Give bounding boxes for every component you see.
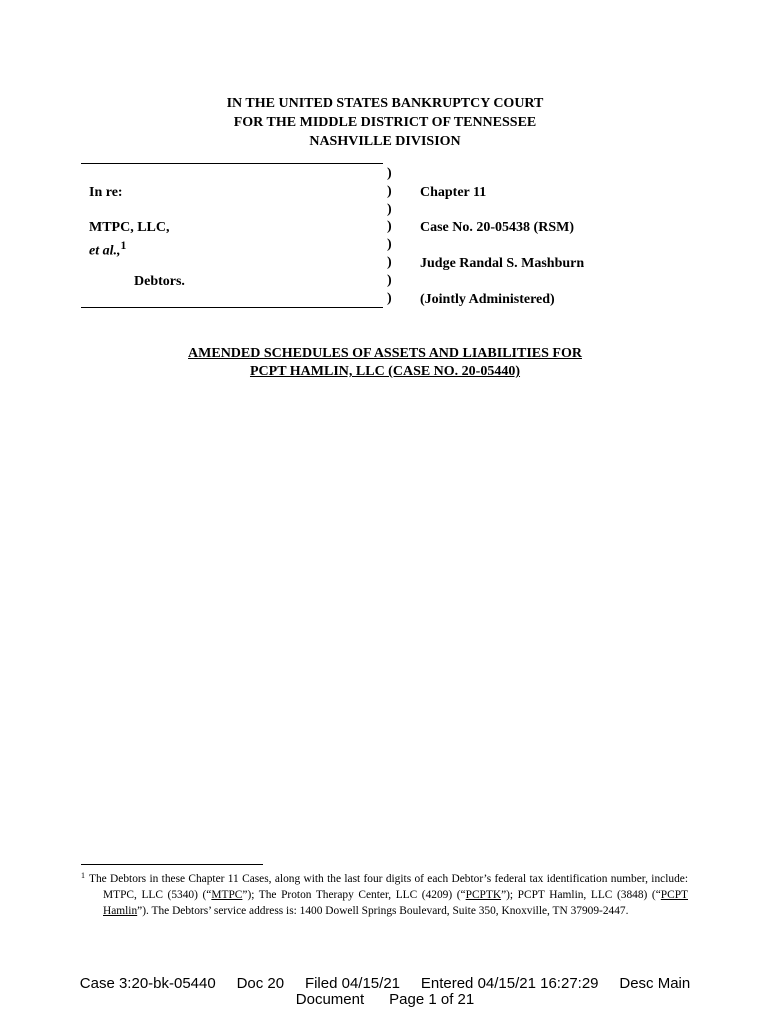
filing-stamp-line-2 (0, 991, 770, 1008)
footnote-text-d: ”). The Debtors’ service address is: 1400 Dowell Springs Boulevard, Suite 350, Knoxville, TN 37909-2447. (137, 905, 629, 917)
et-al-text: et al., (89, 243, 121, 259)
court-name: IN THE UNITED STATES BANKRUPTCY COURT (226, 96, 544, 111)
paren: ) (387, 237, 392, 253)
court-division: NASHVILLE DIVISION (309, 134, 461, 149)
paren: ) (387, 201, 392, 217)
footnote (81, 871, 688, 919)
stamp-filed: Filed 04/15/21 (304, 975, 401, 992)
paren: ) (387, 290, 392, 306)
footnote-reference: 1 (120, 239, 127, 252)
debtor-name: MTPC, LLC, (89, 220, 170, 235)
stamp-document: Document (295, 991, 365, 1008)
caption-paren-column (387, 165, 399, 307)
footnote-marker: 1 (81, 871, 85, 880)
footnote-text-a: The Debtors in these Chapter 11 Cases, along with the last four digits of each Debtor’s federal tax identification number, include: MTPC, LLC (5340) (“ (89, 873, 688, 901)
paren: ) (387, 219, 392, 235)
court-district: FOR THE MIDDLE DISTRICT OF TENNESSEE (233, 115, 537, 130)
administration-note: (Jointly Administered) (420, 292, 555, 307)
abbr-pcptk: PCPTK (465, 889, 502, 901)
case-number: Case No. 20-05438 (RSM) (420, 220, 574, 235)
abbr-pcpt-hamlin: PCPT Hamlin (103, 889, 688, 917)
document-title (0, 345, 770, 381)
stamp-case: Case 3:20-bk-05440 (79, 975, 216, 992)
paren: ) (387, 166, 392, 181)
chapter-label: Chapter 11 (420, 185, 487, 200)
abbr-mtpc: MTPC (211, 889, 243, 901)
paren: ) (387, 254, 392, 270)
paren: ) (387, 272, 392, 288)
court-header (0, 94, 770, 151)
et-al (89, 237, 126, 261)
footnote-text (81, 871, 688, 919)
stamp-doc: Doc 20 (236, 975, 285, 992)
stamp-page: Page 1 of 21 (389, 991, 475, 1008)
paren: ) (387, 183, 392, 199)
in-re-label: In re: (89, 185, 123, 200)
footnote-text-b: ”); The Proton Therapy Center, LLC (4209) (“ (242, 889, 466, 901)
footnote-text-c: ”); PCPT Hamlin, LLC (3848) (“ (501, 889, 661, 901)
judge-name: Judge Randal S. Mashburn (420, 256, 585, 271)
title-line-1: AMENDED SCHEDULES OF ASSETS AND LIABILITIES FOR (188, 346, 582, 361)
stamp-desc: Desc Main (619, 975, 691, 992)
filing-stamp-line-1 (0, 975, 770, 992)
stamp-entered: Entered 04/15/21 16:27:29 (420, 975, 599, 992)
footnote-rule (81, 864, 263, 865)
caption-bottom-rule (81, 307, 383, 308)
caption-top-rule (81, 163, 383, 164)
title-line-2: PCPT HAMLIN, LLC (CASE NO. 20-05440) (249, 364, 521, 379)
debtors-label: Debtors. (134, 274, 185, 289)
